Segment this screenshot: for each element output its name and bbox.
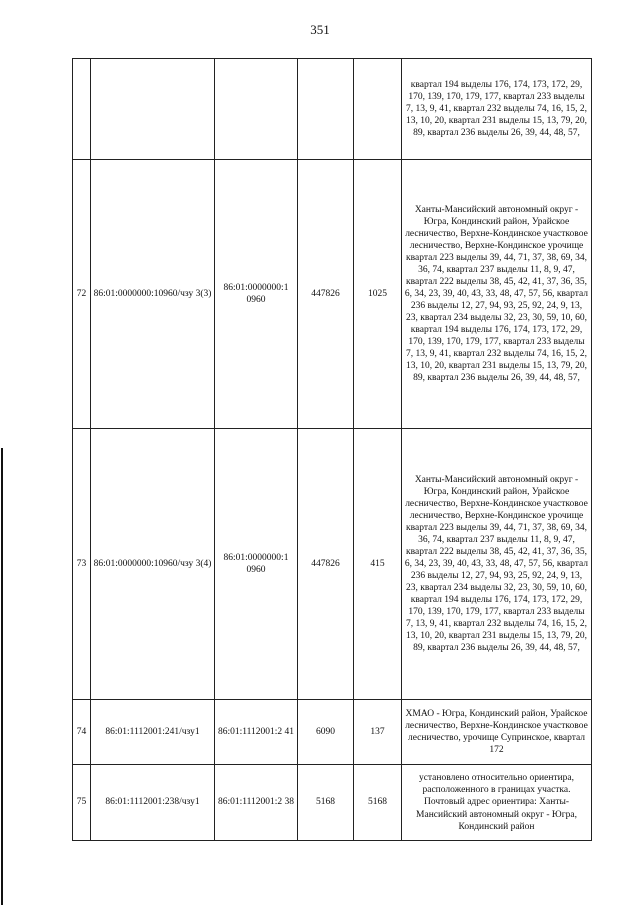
cadastral-number: 86:01:1112001:2 41 (215, 700, 298, 765)
part-area: 5168 (354, 765, 402, 841)
table-row (73, 429, 592, 700)
cadastral-number: 86:01:0000000:1 0960 (215, 160, 298, 429)
table-row (73, 59, 592, 160)
row-number: 72 (73, 160, 91, 429)
part-area: 415 (354, 429, 402, 700)
cadastral-number: 86:01:0000000:1 0960 (215, 429, 298, 700)
location-description: Ханты-Мансийский автономный округ - Югра, Кондинский район, Урайское лесничество, Верхне-Кондинское участковое лесничество, Верхне-Кондинское урочище квартал 223 выделы 39, 44, 71, 37, 38, 69, 34, 36, 74, квартал 237 выделы 11, 8, 9, 47, квартал 222 выделы 38, 45, 42, 41, 37, 36, 35, 6, 34, 23, 39, 40, 43, 33, 48, 47, 57, 56, квартал 236 выделы 12, 27, 94, 93, 25, 92, 24, 9, 13, 23, квартал 234 выделы 32, 23, 30, 59, 10, 60, квартал 194 выделы 176, 174, 173, 172, 29, 170, 139, 170, 179, 177, квартал 233 выделы 7, 13, 9, 41, квартал 232 выделы 74, 16, 15, 2, 13, 10, 20, квартал 231 выделы 15, 13, 79, 20, 89, квартал 236 выделы 26, 39, 44, 48, 57, (402, 429, 592, 700)
plot-area: 5168 (298, 765, 354, 841)
cadastral-part-number: 86:01:0000000:10960/чзу 3(4) (91, 429, 215, 700)
part-area: 1025 (354, 160, 402, 429)
plot-area: 447826 (298, 429, 354, 700)
cadastral-part-number: 86:01:1112001:241/чзу1 (91, 700, 215, 765)
table-row (73, 160, 592, 429)
location-description: Ханты-Мансийский автономный округ - Югра, Кондинский район, Урайское лесничество, Верхне-Кондинское участковое лесничество, Верхне-Кондинское урочище квартал 223 выделы 39, 44, 71, 37, 38, 69, 34, 36, 74, квартал 237 выделы 11, 8, 9, 47, квартал 222 выделы 38, 45, 42, 41, 37, 36, 35, 6, 34, 23, 39, 40, 43, 33, 48, 47, 57, 56, квартал 236 выделы 12, 27, 94, 93, 25, 92, 24, 9, 13, 23, квартал 234 выделы 32, 23, 30, 59, 10, 60, квартал 194 выделы 176, 174, 173, 172, 29, 170, 139, 170, 179, 177, квартал 233 выделы 7, 13, 9, 41, квартал 232 выделы 74, 16, 15, 2, 13, 10, 20, квартал 231 выделы 15, 13, 79, 20, 89, квартал 236 выделы 26, 39, 44, 48, 57, (402, 160, 592, 429)
part-area (354, 59, 402, 160)
table-row (73, 700, 592, 765)
row-number: 74 (73, 700, 91, 765)
location-description: установлено относительно ориентира, расположенного в границах участка. Почтовый адрес ориентира: Ханты-Мансийский автономный округ - Югра, Кондинский район (402, 765, 592, 841)
cadastral-number (215, 59, 298, 160)
plot-area: 6090 (298, 700, 354, 765)
plot-area (298, 59, 354, 160)
cadastral-number: 86:01:1112001:2 38 (215, 765, 298, 841)
row-number (73, 59, 91, 160)
row-number: 73 (73, 429, 91, 700)
page-number: 351 (310, 22, 330, 37)
part-area: 137 (354, 700, 402, 765)
scan-edge-line (1, 448, 3, 905)
plot-area: 447826 (298, 160, 354, 429)
cadastral-part-number (91, 59, 215, 160)
row-number: 75 (73, 765, 91, 841)
land-plot-table (72, 58, 592, 841)
location-description: ХМАО - Югра, Кондинский район, Урайское лесничество, Верхне-Кондинское участковое лесничество, урочище Супринское, квартал 172 (402, 700, 592, 765)
table-row (73, 765, 592, 841)
location-description: квартал 194 выделы 176, 174, 173, 172, 29, 170, 139, 170, 179, 177, квартал 233 выделы 7, 13, 9, 41, квартал 232 выделы 74, 16, 15, 2, 13, 10, 20, квартал 231 выделы 15, 13, 79, 20, 89, квартал 236 выделы 26, 39, 44, 48, 57, (402, 59, 592, 160)
cadastral-part-number: 86:01:0000000:10960/чзу 3(3) (91, 160, 215, 429)
cadastral-part-number: 86:01:1112001:238/чзу1 (91, 765, 215, 841)
